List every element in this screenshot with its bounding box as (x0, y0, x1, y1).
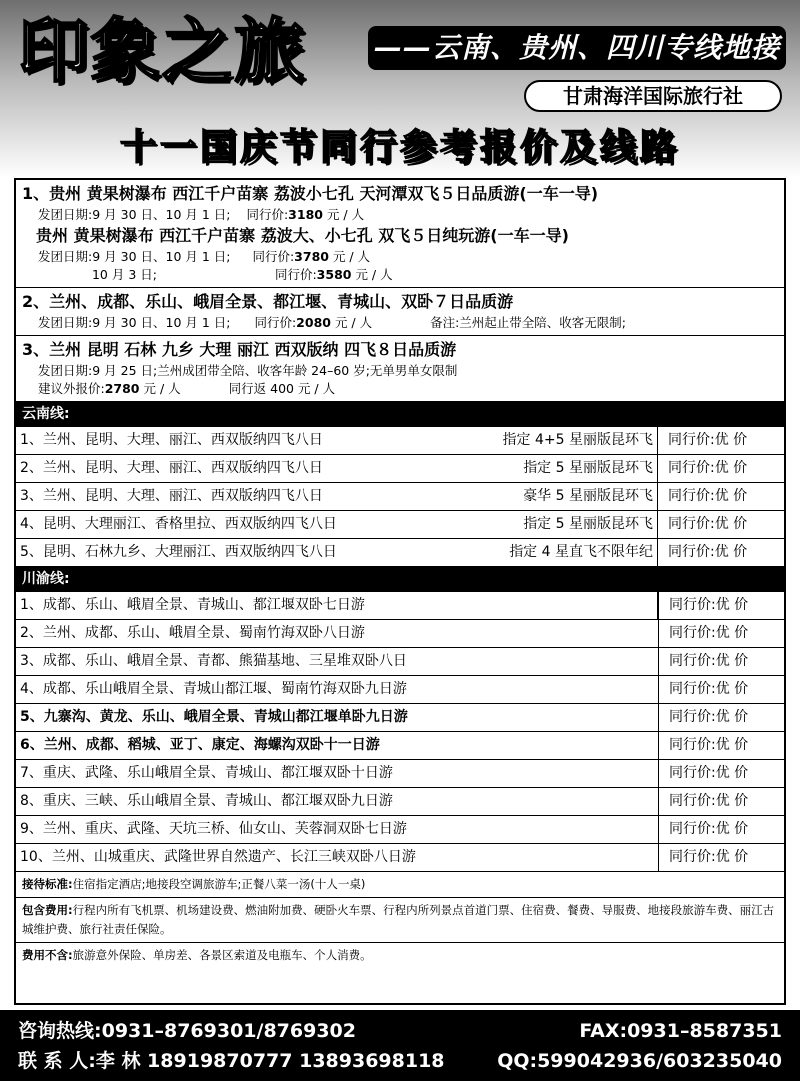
contact-person: 联 系 人:李 林 18919870777 13893698118 (18, 1050, 445, 1072)
route-price: 同行价:优 价 (668, 432, 748, 448)
page-title: 十一国庆节同行参考报价及线路 (119, 127, 680, 168)
included-costs (16, 898, 784, 943)
note-text: 行程内所有飞机票、机场建设费、燃油附加费、硬卧火车票、行程内所列景点首道门票、住宿费、餐费、导服费、地接段旅游车费、丽江古城维护费、旅行社责任保险。 (22, 903, 775, 936)
route-price: 同行价:优 价 (658, 760, 784, 787)
note-text: 住宿指定酒店;地接段空调旅游车;正餐八菜一汤(十人一桌) (72, 877, 366, 891)
route-price: 同行价:优 价 (668, 488, 748, 504)
sichuan-heading: 川渝线: (16, 567, 784, 592)
package-remark: 备注:兰州起止带全陪、收客无限制; (430, 315, 627, 330)
route-price: 同行价:优 价 (658, 788, 784, 815)
route-spec: 指定 5 星丽版昆环飞 (458, 455, 658, 482)
price-label: 同行价: (254, 315, 297, 330)
package-date-line (22, 314, 776, 332)
table-row (16, 427, 784, 455)
note-text: 旅游意外保险、单房差、各景区索道及电瓶车、个人消费。 (72, 948, 372, 962)
content-box (14, 178, 786, 1005)
table-row (16, 511, 784, 539)
route-name: 1、兰州、昆明、大理、丽江、西双版纳四飞八日 (20, 432, 323, 448)
table-row (16, 732, 784, 760)
table-row (16, 539, 784, 567)
rebate-text: 同行返 400 元 / 人 (228, 381, 336, 396)
package-dates: 发团日期:9 月 30 日、10 月 1 日; (38, 249, 231, 264)
route-name: 9、兰州、重庆、武隆、天坑三桥、仙女山、芙蓉洞双卧七日游 (20, 821, 407, 837)
package-date-line (22, 206, 776, 224)
package-dates: 发团日期:9 月 30 日、10 月 1 日; (38, 207, 231, 222)
price-value: 2780 (104, 381, 140, 396)
table-row (16, 844, 784, 872)
route-spec: 指定 4+5 星丽版昆环飞 (458, 427, 658, 454)
route-name: 2、兰州、成都、乐山、峨眉全景、蜀南竹海双卧八日游 (20, 625, 365, 641)
route-name: 4、昆明、大理丽江、香格里拉、西双版纳四飞八日 (20, 516, 337, 532)
route-name: 7、重庆、武隆、乐山峨眉全景、青城山、都江堰双卧十日游 (20, 765, 393, 781)
price-unit: 元 / 人 (355, 267, 393, 282)
excluded-costs (16, 943, 784, 968)
package-title: 1、贵州 黄果树瀑布 西江千户苗寨 荔波小七孔 天河潭双飞５日品质游(一车一导) (22, 184, 599, 203)
route-name: 10、兰州、山城重庆、武隆世界自然遗产、长江三峡双卧八日游 (20, 849, 416, 865)
package-price-line (22, 380, 776, 398)
header (0, 0, 800, 178)
route-price: 同行价:优 价 (668, 544, 748, 560)
table-row (16, 788, 784, 816)
route-name: 5、九寨沟、黄龙、乐山、峨眉全景、青城山都江堰单卧九日游 (20, 709, 408, 725)
fax: FAX:0931–8587351 (579, 1020, 782, 1042)
route-price: 同行价:优 价 (658, 620, 784, 647)
note-label: 费用不含: (22, 948, 73, 962)
price-label: 同行价: (246, 207, 289, 222)
table-row (16, 620, 784, 648)
footer-row (0, 1016, 800, 1046)
hotline: 咨询热线:0931–8769301/8769302 (18, 1020, 357, 1042)
package-3 (16, 336, 784, 402)
route-spec: 豪华 5 星丽版昆环飞 (458, 483, 658, 510)
route-name: 6、兰州、成都、稻城、亚丁、康定、海螺沟双卧十一日游 (20, 737, 380, 753)
reception-standard (16, 872, 784, 898)
price-value: 3180 (288, 207, 323, 222)
price-value: 3780 (294, 249, 329, 264)
route-price: 同行价:优 价 (668, 460, 748, 476)
package-date-line (22, 266, 776, 284)
table-row (16, 455, 784, 483)
package-dates: 发团日期:9 月 30 日、10 月 1 日; (38, 315, 231, 330)
route-name: 4、成都、乐山峨眉全景、青城山都江堰、蜀南竹海双卧九日游 (20, 681, 407, 697)
route-name: 5、昆明、石林九乡、大理丽江、西双版纳四飞八日 (20, 544, 337, 560)
package-1 (16, 180, 784, 288)
package-title: 贵州 黄果树瀑布 西江千户苗寨 荔波大、小七孔 双飞５日纯玩游(一车一导) (36, 226, 569, 245)
brand-logo-text: 印象之旅 (18, 10, 306, 92)
route-price: 同行价:优 价 (658, 704, 784, 731)
price-label: 同行价: (274, 267, 317, 282)
route-price: 同行价:优 价 (658, 844, 784, 871)
table-row (16, 816, 784, 844)
route-price: 同行价:优 价 (658, 676, 784, 703)
package-date-line (22, 248, 776, 266)
route-price: 同行价:优 价 (658, 816, 784, 843)
price-unit: 元 / 人 (334, 315, 373, 330)
price-unit: 元 / 人 (143, 381, 181, 396)
package-2 (16, 288, 784, 336)
qq: QQ:599042936/603235040 (497, 1050, 782, 1072)
package-dates: 10 月 3 日; (91, 267, 157, 282)
brand-subtitle: ——云南、贵州、四川专线地接 (368, 26, 786, 70)
agency-name: 甘肃海洋国际旅行社 (524, 80, 782, 112)
price-label: 建议外报价: (38, 381, 105, 396)
contact-footer (0, 1010, 800, 1081)
table-row (16, 760, 784, 788)
route-name: 2、兰州、昆明、大理、丽江、西双版纳四飞八日 (20, 460, 323, 476)
route-name: 1、成都、乐山、峨眉全景、青城山、都江堰双卧七日游 (20, 597, 365, 613)
table-row (16, 483, 784, 511)
note-label: 包含费用: (22, 903, 73, 917)
route-spec: 指定 5 星丽版昆环飞 (458, 511, 658, 538)
route-price: 同行价:优 价 (668, 516, 748, 532)
route-name: 3、兰州、昆明、大理、丽江、西双版纳四飞八日 (20, 488, 323, 504)
price-value: 2080 (296, 315, 331, 330)
yunnan-heading: 云南线: (16, 402, 784, 427)
route-price: 同行价:优 价 (658, 648, 784, 675)
price-unit: 元 / 人 (326, 207, 365, 222)
package-title: 3、兰州 昆明 石林 九乡 大理 丽江 西双版纳 四飞８日品质游 (22, 340, 457, 359)
price-label: 同行价: (252, 249, 295, 264)
table-row (16, 592, 784, 620)
package-date-line: 发团日期:9 月 25 日;兰州成团带全陪、收客年龄 24–60 岁;无单男单女限制 (38, 363, 458, 378)
route-name: 8、重庆、三峡、乐山峨眉全景、青城山、都江堰双卧九日游 (20, 793, 393, 809)
route-name: 3、成都、乐山、峨眉全景、青都、熊猫基地、三星堆双卧八日 (20, 653, 407, 669)
footer-row (0, 1046, 800, 1076)
route-spec: 指定 4 星直飞不限年纪 (458, 539, 658, 566)
table-row (16, 676, 784, 704)
table-row (16, 648, 784, 676)
price-unit: 元 / 人 (332, 249, 371, 264)
price-value: 3580 (316, 267, 352, 282)
route-price: 同行价:优 价 (658, 592, 784, 619)
table-row (16, 704, 784, 732)
note-label: 接待标准: (22, 877, 73, 891)
route-price: 同行价:优 价 (658, 732, 784, 759)
package-title: 2、兰州、成都、乐山、峨眉全景、都江堰、青城山、双卧７日品质游 (22, 292, 514, 311)
